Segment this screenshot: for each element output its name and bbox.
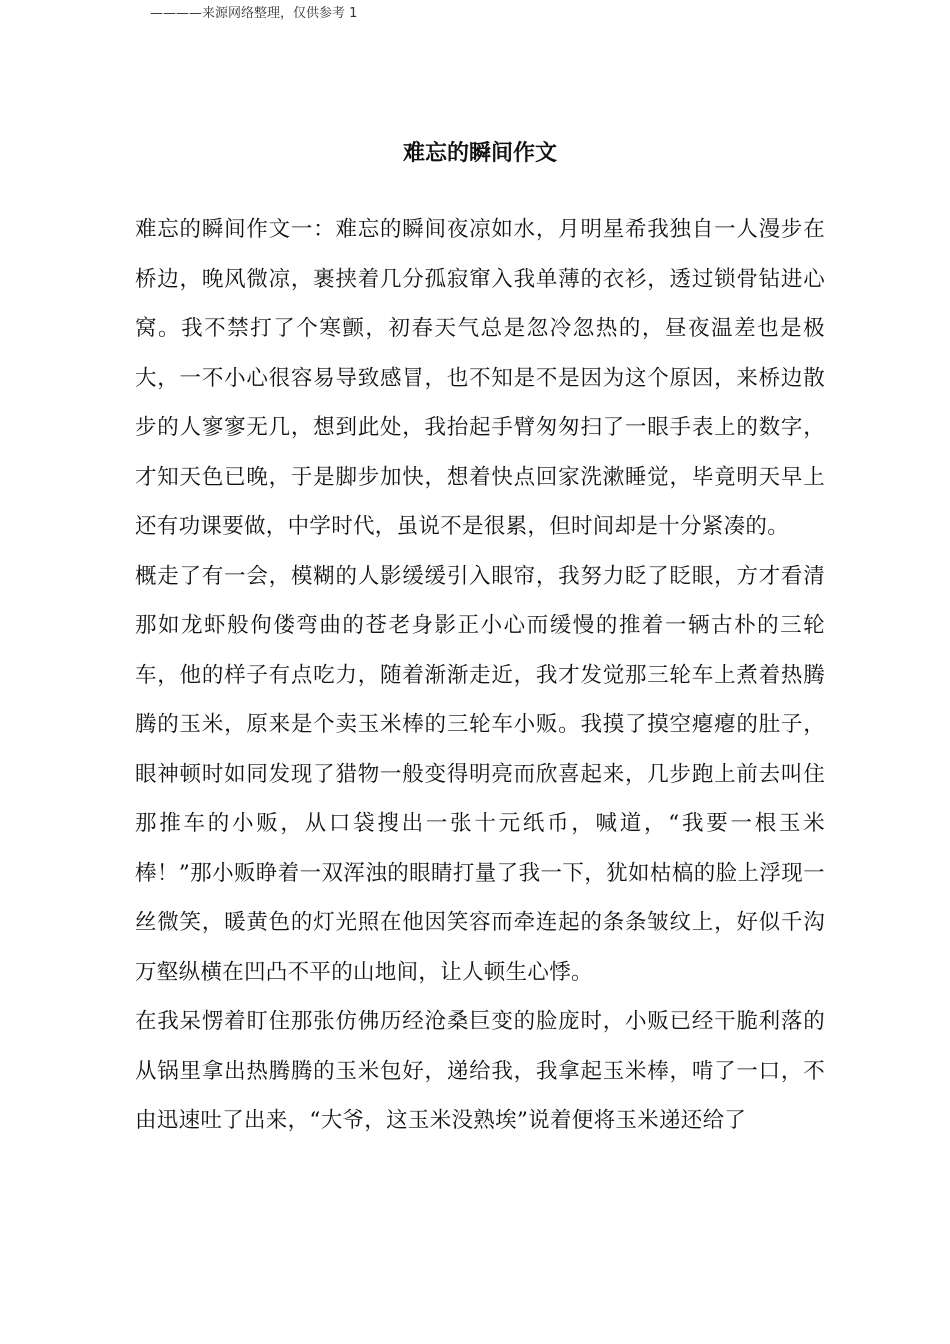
document-body <box>135 205 825 1146</box>
paragraph-1: 难忘的瞬间作文一：难忘的瞬间夜凉如水，月明星希我独自一人漫步在桥边，晚风微凉，裹挟着几分孤寂窜入我单薄的衣衫，透过锁骨钻进心窝。我不禁打了个寒颤，初春天气总是忽冷忽热的，昼夜温差也是极大，一不小心很容易导致感冒，也不知是不是因为这个原因，来桥边散步的人寥寥无几，想到此处，我抬起手臂匆匆扫了一眼手表上的数字，才知天色已晚，于是脚步加快，想着快点回家洗漱睡觉，毕竟明天早上还有功课要做，中学时代，虽说不是很累，但时间却是十分紧凑的。 <box>135 217 825 539</box>
header-source-note: ————来源网络整理，仅供参考 1 <box>150 6 358 21</box>
paragraph-2: 概走了有一会，模糊的人影缓缓引入眼帘，我努力眨了眨眼，方才看清那如龙虾般佝偻弯曲的苍老身影正小心而缓慢的推着一辆古朴的三轮车，他的样子有点吃力，随着渐渐走近，我才发觉那三轮车上煮着热腾腾的玉米，原来是个卖玉米棒的三轮车小贩。我摸了摸空瘪瘪的肚子，眼神顿时如同发现了猎物一般变得明亮而欣喜起来，几步跑上前去叫住那推车的小贩，从口袋搜出一张十元纸币，喊道，“我要一根玉米棒！”那小贩睁着一双浑浊的眼睛打量了我一下，犹如枯槁的脸上浮现一丝微笑，暖黄色的灯光照在他因笑容而牵连起的条条皱纹上，好似千沟万壑纵横在凹凸不平的山地间，让人顿生心悸。 <box>135 563 825 985</box>
document-title: 难忘的瞬间作文 <box>402 141 557 166</box>
paragraph-3: 在我呆愣着盯住那张仿佛历经沧桑巨变的脸庞时，小贩已经干脆利落的从锅里拿出热腾腾的玉米包好，递给我，我拿起玉米棒，啃了一口，不由迅速吐了出来，“大爷，这玉米没熟埃”说着便将玉米递还给了 <box>135 1009 825 1133</box>
